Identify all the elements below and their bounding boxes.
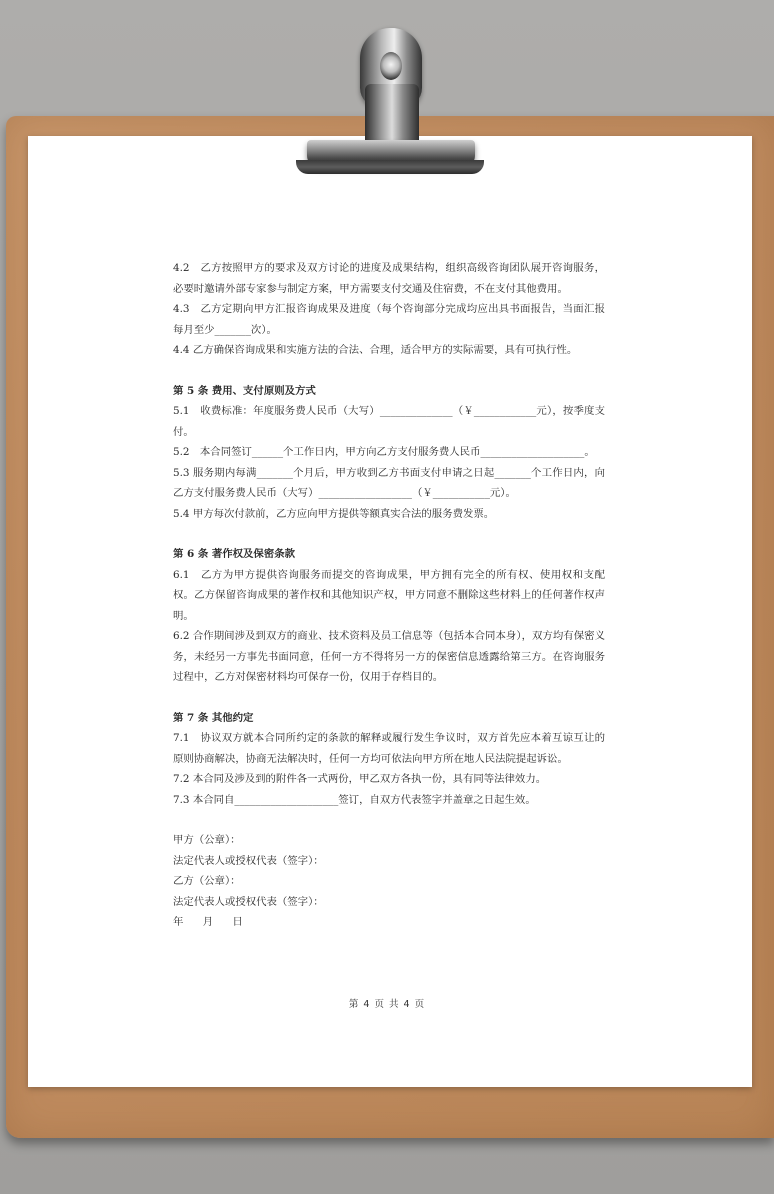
party-b-seal: 乙方（公章）：	[173, 875, 241, 887]
clause-4-4: 4.4 乙方确保咨询成果和实施方法的合法、合理，适合甲方的实际需要，具有可执行性。	[173, 344, 578, 356]
section-5-title: 第 5 条 费用、支付原则及方式	[173, 384, 316, 397]
clause-5-2: 5.2 本合同签订______个工作日内，甲方向乙方支付服务费人民币____________________。	[173, 446, 595, 458]
clip-arm	[365, 84, 419, 146]
clause-7-3: 7.3 本合同自____________________签订，自双方代表签字并盖章之日起生效。	[173, 793, 536, 806]
clause-5-3: 5.3 服务期内每满_______个月后，甲方收到乙方书面支付申请之日起_______个工作日内，向乙方支付服务费人民币（大写）__________________（￥___________元）。	[173, 466, 605, 499]
clip-base	[296, 160, 484, 174]
clause-6-1: 6.1 乙方为甲方提供咨询服务而提交的咨询成果，甲方拥有完全的所有权、使用权和支配权。乙方保留咨询成果的著作权和其他知识产权，甲方同意不删除这些材料上的任何著作权声明。	[173, 568, 605, 622]
clause-6-2: 6.2 合作期间涉及到双方的商业、技术资料及员工信息等（包括本合同本身），双方均有保密义务，未经另一方事先书面同意，任何一方不得将另一方的保密信息透露给第三方。在咨询服务过程中，乙方对保密材料均可保存一份，仅用于存档目的。	[173, 630, 605, 683]
party-b-representative: 法定代表人或授权代表（签字）：	[173, 895, 324, 908]
page-number: 第 4 页 共 4 页	[348, 999, 426, 1010]
section-6-title: 第 6 条 著作权及保密条款	[173, 548, 295, 560]
clause-5-4: 5.4 甲方每次付款前，乙方应向甲方提供等额真实合法的服务费发票。	[173, 507, 495, 520]
party-a-seal: 甲方（公章）：	[173, 834, 241, 846]
clause-7-1: 7.1 协议双方就本合同所约定的条款的解释或履行发生争议时，双方首先应本着互谅互让的原则协商解决，协商无法解决时，任何一方均可依法向甲方所在地人民法院提起诉讼。	[173, 732, 605, 765]
clause-7-2: 7.2 本合同及涉及到的附件各一式两份，甲乙双方各执一份，具有同等法律效力。	[173, 773, 547, 785]
party-a-representative: 法定代表人或授权代表（签字）：	[173, 854, 324, 867]
clause-5-1: 5.1 收费标准：年度服务费人民币（大写）______________（￥____________元），按季度支付。	[173, 405, 605, 438]
clause-4-3: 4.3 乙方定期向甲方汇报咨询成果及进度（每个咨询部分完成均应出具书面报告，当面汇报每月至少_______次）。	[173, 303, 605, 336]
clause-4-2: 4.2 乙方按照甲方的要求及双方讨论的进度及成果结构，组织高级咨询团队展开咨询服务，必要时邀请外部专家参与制定方案，甲方需要支付交通及住宿费，不在支付其他费用。	[173, 262, 605, 295]
section-7-title: 第 7 条 其他约定	[173, 711, 254, 724]
signing-date: 年 月 日	[173, 916, 243, 928]
clip-hole	[380, 52, 402, 80]
contract-body	[173, 258, 605, 933]
